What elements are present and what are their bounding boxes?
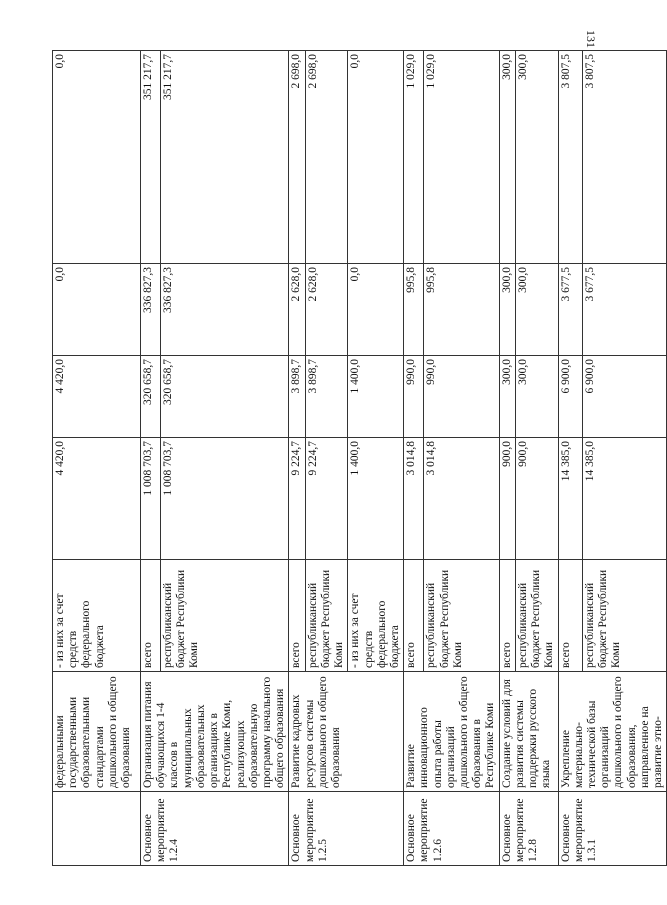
amount-year-2: 300,0 [515, 264, 558, 356]
amount-year-3: 300,0 [515, 51, 558, 264]
amount-year-3: 351 217,7 [161, 51, 289, 264]
event-code: Основное мероприятие 1.3.1 [558, 792, 667, 866]
funding-source: республиканский бюджет Республики Коми [582, 560, 666, 672]
amount-year-2: 0,0 [348, 264, 404, 356]
funding-source: всего [499, 560, 515, 672]
amount-year-1: 3 898,7 [289, 356, 305, 438]
amount-total: 4 420,0 [53, 438, 141, 560]
amount-total: 900,0 [499, 438, 515, 560]
event-name: Развитие кадровых ресурсов системы дошкольного и общего образования [289, 672, 404, 792]
amount-year-3: 2 698,0 [305, 51, 348, 264]
table-row [499, 51, 515, 866]
amount-total: 900,0 [515, 438, 558, 560]
funding-source: республиканский бюджет Республики Коми [161, 560, 289, 672]
table-row [558, 51, 582, 866]
funding-source: всего [141, 560, 161, 672]
event-code: Основное мероприятие 1.2.6 [404, 792, 500, 866]
funding-source: - из них за счет средств федерального бюджета [348, 560, 404, 672]
amount-year-2: 0,0 [53, 264, 141, 356]
amount-year-1: 300,0 [499, 356, 515, 438]
amount-year-2: 2 628,0 [289, 264, 305, 356]
amount-year-3: 2 698,0 [289, 51, 305, 264]
funding-source: всего [558, 560, 582, 672]
funding-source: республиканский бюджет Республики Коми [515, 560, 558, 672]
event-code: Основное мероприятие 1.2.5 [289, 792, 404, 866]
amount-year-1: 3 898,7 [305, 356, 348, 438]
table-row [53, 51, 141, 866]
amount-year-1: 990,0 [404, 356, 424, 438]
amount-year-2: 336 827,3 [161, 264, 289, 356]
amount-year-2: 336 827,3 [141, 264, 161, 356]
amount-year-1: 300,0 [515, 356, 558, 438]
event-name: Укрепление материально-технической базы организаций дошкольного и общего образования, направленное на развитие этно- [558, 672, 667, 792]
event-code [53, 792, 141, 866]
funding-source: всего [404, 560, 424, 672]
amount-year-3: 0,0 [53, 51, 141, 264]
amount-year-1: 320 658,7 [161, 356, 289, 438]
budget-table [52, 50, 667, 866]
amount-total: 14 385,0 [582, 438, 666, 560]
amount-year-2: 2 628,0 [305, 264, 348, 356]
event-name: Организация питания обучающихся 1-4 классов в муниципальных образовательных организациях в Республике Коми, реализующих образовательную программу начального общего образования [141, 672, 289, 792]
event-code: Основное мероприятие 1.2.4 [141, 792, 289, 866]
amount-total: 3 014,8 [404, 438, 424, 560]
amount-year-3: 351 217,7 [141, 51, 161, 264]
event-name: федеральными государственными образовательными стандартами дошкольного и общего образования [53, 672, 141, 792]
amount-year-2: 995,8 [404, 264, 424, 356]
amount-year-1: 990,0 [424, 356, 499, 438]
amount-total: 1 008 703,7 [161, 438, 289, 560]
amount-total: 1 400,0 [348, 438, 404, 560]
table-row [289, 51, 305, 866]
amount-year-2: 995,8 [424, 264, 499, 356]
amount-year-3: 0,0 [348, 51, 404, 264]
amount-year-3: 3 807,5 [558, 51, 582, 264]
event-code: Основное мероприятие 1.2.8 [499, 792, 558, 866]
funding-source: всего [289, 560, 305, 672]
amount-year-2: 300,0 [499, 264, 515, 356]
amount-total: 9 224,7 [289, 438, 305, 560]
amount-year-3: 300,0 [499, 51, 515, 264]
amount-total: 9 224,7 [305, 438, 348, 560]
page-number: 131 [584, 30, 598, 48]
amount-year-1: 6 900,0 [582, 356, 666, 438]
amount-total: 3 014,8 [424, 438, 499, 560]
amount-year-1: 1 400,0 [348, 356, 404, 438]
amount-year-1: 320 658,7 [141, 356, 161, 438]
funding-source: республиканский бюджет Республики Коми [305, 560, 348, 672]
amount-year-1: 6 900,0 [558, 356, 582, 438]
event-name: Развитие инновационного опыта работы организаций дошкольного и общего образования в Республике Коми [404, 672, 500, 792]
table-row [141, 51, 161, 866]
amount-year-3: 1 029,0 [404, 51, 424, 264]
amount-total: 1 008 703,7 [141, 438, 161, 560]
table-row [404, 51, 424, 866]
amount-year-3: 3 807,5 [582, 51, 666, 264]
event-name: Создание условий для развития системы поддержки русского языка [499, 672, 558, 792]
funding-source: - из них за счет средств федерального бюджета [53, 560, 141, 672]
rotated-table-container [52, 51, 665, 866]
amount-year-1: 4 420,0 [53, 356, 141, 438]
funding-source: республиканский бюджет Республики Коми [424, 560, 499, 672]
amount-total: 14 385,0 [558, 438, 582, 560]
amount-year-2: 3 677,5 [558, 264, 582, 356]
amount-year-2: 3 677,5 [582, 264, 666, 356]
amount-year-3: 1 029,0 [424, 51, 499, 264]
